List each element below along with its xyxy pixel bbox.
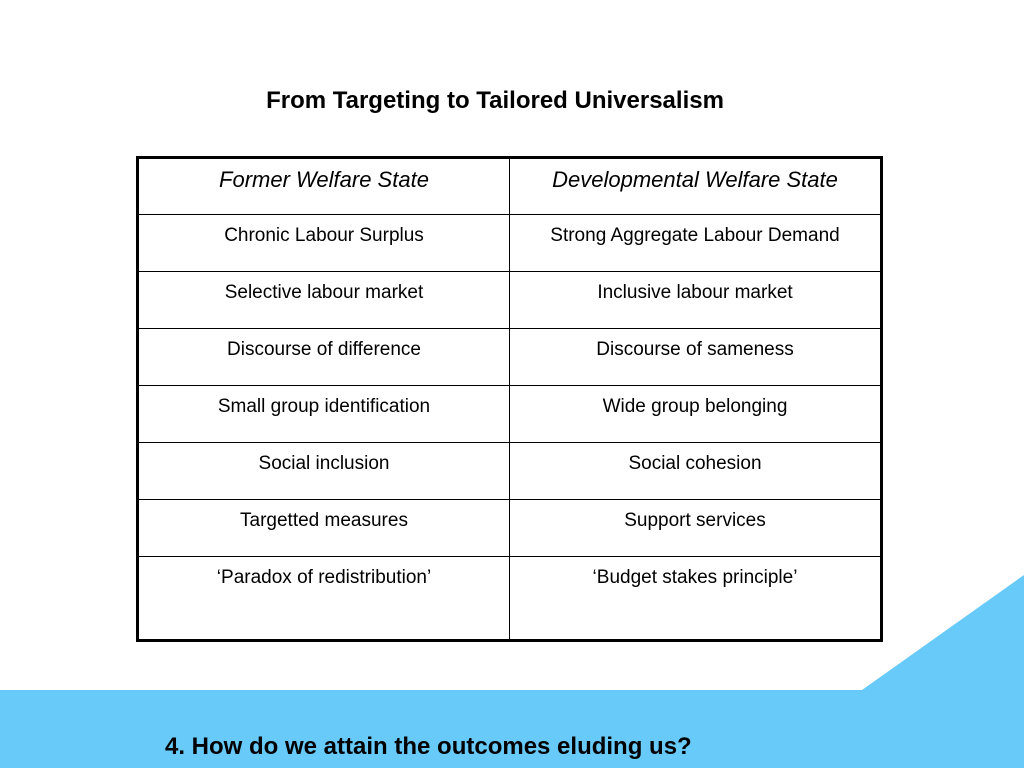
table-cell-former: Discourse of difference: [138, 329, 510, 386]
header-developmental-welfare-state: Developmental Welfare State: [510, 158, 882, 215]
table-row: [138, 557, 882, 641]
table-cell-developmental: Support services: [510, 500, 882, 557]
table-cell-former: Targetted measures: [138, 500, 510, 557]
table-row: [138, 500, 882, 557]
table-header-row: [138, 158, 882, 215]
comparison-table: [136, 156, 883, 642]
table-cell-developmental: Social cohesion: [510, 443, 882, 500]
footer-question: 4. How do we attain the outcomes eluding us?: [165, 733, 692, 760]
table-cell-former: Social inclusion: [138, 443, 510, 500]
table-cell-former: ‘Paradox of redistribution’: [138, 557, 510, 641]
table-cell-developmental: Wide group belonging: [510, 386, 882, 443]
table-cell-developmental: Inclusive labour market: [510, 272, 882, 329]
table-cell-developmental: ‘Budget stakes principle’: [510, 557, 882, 641]
table-row: [138, 272, 882, 329]
table-cell-developmental: Strong Aggregate Labour Demand: [510, 215, 882, 272]
table-row: [138, 329, 882, 386]
table-row: [138, 443, 882, 500]
table-row: [138, 215, 882, 272]
table-cell-former: Selective labour market: [138, 272, 510, 329]
slide-title: From Targeting to Tailored Universalism: [266, 87, 724, 114]
header-former-welfare-state: Former Welfare State: [138, 158, 510, 215]
table-cell-developmental: Discourse of sameness: [510, 329, 882, 386]
table-cell-former: Chronic Labour Surplus: [138, 215, 510, 272]
table-row: [138, 386, 882, 443]
table-cell-former: Small group identification: [138, 386, 510, 443]
